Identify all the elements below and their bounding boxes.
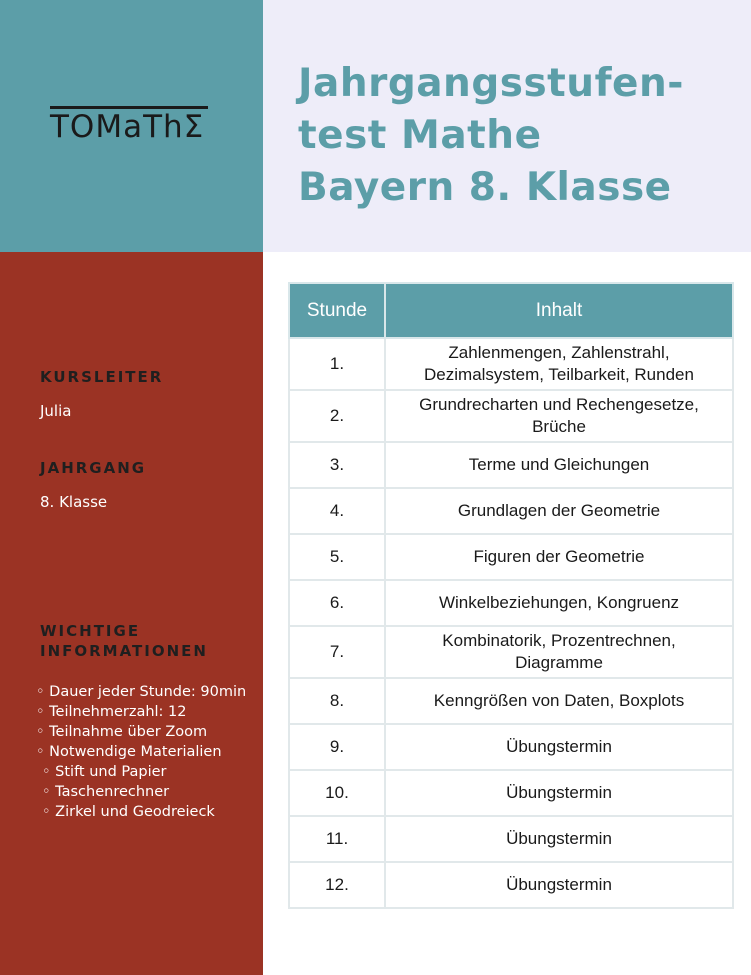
- table-row: [289, 724, 733, 770]
- table-row: [289, 338, 733, 390]
- row-inhalt: Winkelbeziehungen, Kongruenz: [385, 580, 733, 626]
- row-inhalt: Übungstermin: [385, 862, 733, 908]
- table-row: [289, 390, 733, 442]
- page-title: Jahrgangsstufen- test Mathe Bayern 8. Klasse: [298, 61, 684, 210]
- kursleiter-value: Julia: [40, 402, 72, 420]
- row-inhalt: Zahlenmengen, Zahlenstrahl, Dezimalsystem, Teilbarkeit, Runden: [385, 338, 733, 390]
- row-stunde: 3.: [289, 442, 385, 488]
- row-stunde: 10.: [289, 770, 385, 816]
- row-inhalt: Grundlagen der Geometrie: [385, 488, 733, 534]
- row-inhalt: Übungstermin: [385, 724, 733, 770]
- table-row: [289, 678, 733, 724]
- schedule-table: [288, 282, 734, 909]
- table-row: [289, 770, 733, 816]
- header-inhalt: Inhalt: [385, 283, 733, 338]
- jahrgang-label: JAHRGANG: [40, 459, 147, 477]
- sidebar: [0, 252, 263, 975]
- row-stunde: 7.: [289, 626, 385, 678]
- info-item-stift: ◦ Stift und Papier: [42, 764, 167, 780]
- table-header-row: [289, 283, 733, 338]
- table-row: [289, 862, 733, 908]
- kursleiter-label: KURSLEITER: [40, 368, 164, 386]
- row-stunde: 5.: [289, 534, 385, 580]
- row-stunde: 11.: [289, 816, 385, 862]
- row-inhalt: Übungstermin: [385, 770, 733, 816]
- info-label-line2: INFORMATIONEN: [40, 642, 208, 660]
- info-item-dauer: ◦ Dauer jeder Stunde: 90min: [36, 684, 247, 700]
- table-row: [289, 442, 733, 488]
- row-inhalt: Kenngrößen von Daten, Boxplots: [385, 678, 733, 724]
- row-inhalt: Terme und Gleichungen: [385, 442, 733, 488]
- row-stunde: 9.: [289, 724, 385, 770]
- info-item-taschenrechner: ◦ Taschenrechner: [42, 784, 170, 800]
- table-row: [289, 488, 733, 534]
- row-stunde: 12.: [289, 862, 385, 908]
- row-inhalt: Figuren der Geometrie: [385, 534, 733, 580]
- table-row: [289, 580, 733, 626]
- info-item-zoom: ◦ Teilnahme über Zoom: [36, 724, 208, 740]
- info-item-materialien: ◦ Notwendige Materialien: [36, 744, 222, 760]
- row-inhalt: Grundrecharten und Rechengesetze, Brüche: [385, 390, 733, 442]
- logo-text: TOMaThΣ: [50, 109, 205, 145]
- table-row: [289, 626, 733, 678]
- info-item-teilnehmerzahl: ◦ Teilnehmerzahl: 12: [36, 704, 187, 720]
- row-inhalt: Übungstermin: [385, 816, 733, 862]
- logo-panel: [0, 0, 263, 252]
- row-stunde: 4.: [289, 488, 385, 534]
- info-list: [36, 682, 246, 822]
- row-stunde: 1.: [289, 338, 385, 390]
- info-item-zirkel: ◦ Zirkel und Geodreieck: [42, 804, 215, 820]
- jahrgang-value: 8. Klasse: [40, 493, 108, 511]
- row-inhalt: Kombinatorik, Prozentrechnen, Diagramme: [385, 626, 733, 678]
- header-stunde: Stunde: [289, 283, 385, 338]
- info-label-line1: WICHTIGE: [40, 622, 141, 640]
- row-stunde: 2.: [289, 390, 385, 442]
- brand-logo: [50, 104, 210, 144]
- table-row: [289, 816, 733, 862]
- row-stunde: 8.: [289, 678, 385, 724]
- row-stunde: 6.: [289, 580, 385, 626]
- table-row: [289, 534, 733, 580]
